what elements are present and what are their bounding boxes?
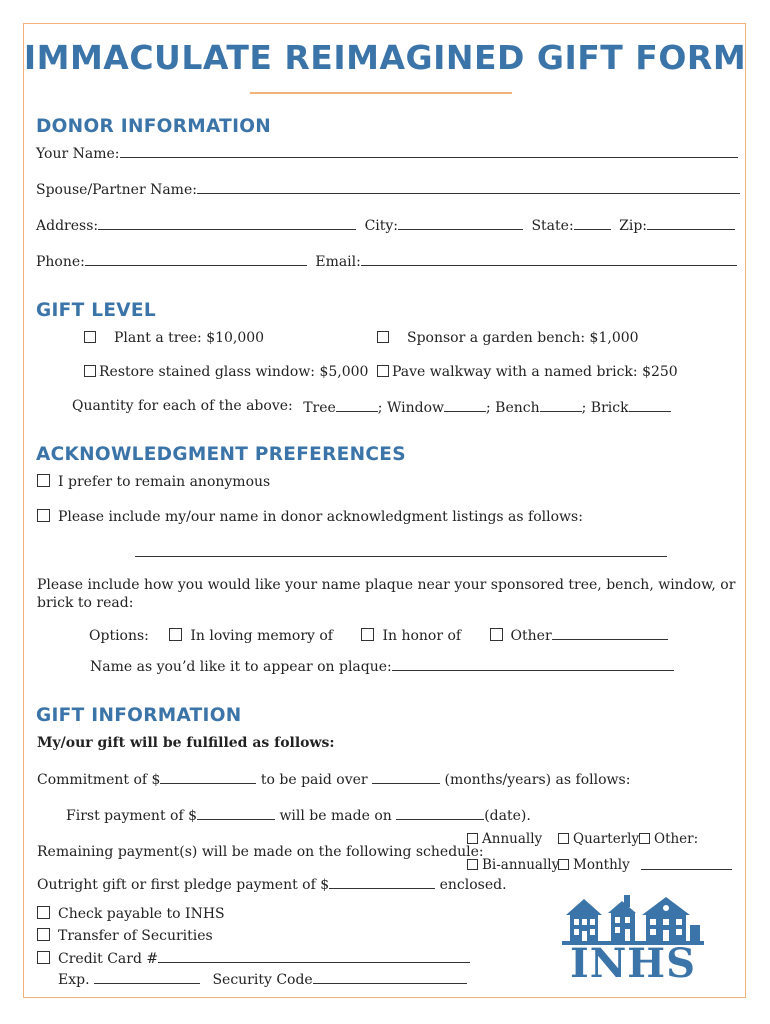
first-payment-date-field[interactable] bbox=[396, 807, 484, 820]
your-name-field[interactable] bbox=[120, 145, 738, 158]
listing-name-row bbox=[135, 544, 667, 561]
commitment-label: Commitment of $ bbox=[37, 772, 161, 788]
window-label: Restore stained glass window: $5,000 bbox=[99, 364, 369, 380]
quantity-window-field[interactable] bbox=[444, 399, 486, 412]
phone-label: Phone: bbox=[36, 254, 85, 270]
plaque-options-row bbox=[89, 627, 668, 644]
first-payment-on-label: will be made on bbox=[279, 808, 392, 824]
gift-option-tree bbox=[84, 330, 264, 346]
plaque-instructions-1: Please include how you would like your name plaque near your sponsored tree, bench, window, or bbox=[37, 577, 736, 593]
state-field[interactable] bbox=[574, 217, 611, 230]
remaining-label: Remaining payment(s) will be made on the following schedule: bbox=[37, 844, 484, 860]
first-payment-date-label: (date). bbox=[484, 808, 531, 824]
acknowledgment-heading: ACKNOWLEDGMENT PREFERENCES bbox=[36, 444, 406, 465]
schedule-other-checkbox[interactable] bbox=[639, 833, 650, 844]
gift-option-window bbox=[84, 364, 368, 380]
address-row bbox=[36, 217, 735, 234]
biannually-checkbox[interactable] bbox=[467, 859, 478, 870]
annually-label: Annually bbox=[482, 831, 543, 847]
credit-card-label: Credit Card # bbox=[58, 951, 159, 967]
securities-row bbox=[37, 928, 213, 944]
plaque-instructions-2: brick to read: bbox=[37, 595, 134, 611]
schedule-other bbox=[639, 831, 698, 847]
in-honor-checkbox[interactable] bbox=[361, 628, 374, 641]
check-label: Check payable to INHS bbox=[58, 906, 225, 922]
plaque-name-label: Name as you’d like it to appear on plaque: bbox=[90, 659, 392, 675]
quantity-window-label: ; Window bbox=[377, 400, 444, 416]
anonymous-row bbox=[37, 474, 270, 490]
phone-field[interactable] bbox=[85, 253, 307, 266]
expiry-row bbox=[58, 971, 467, 988]
first-payment-label: First payment of $ bbox=[66, 808, 197, 824]
title-divider bbox=[250, 92, 512, 94]
schedule-other-row bbox=[641, 857, 732, 874]
include-name-row bbox=[37, 509, 583, 525]
securities-label: Transfer of Securities bbox=[58, 928, 213, 944]
gift-option-brick bbox=[377, 364, 678, 380]
monthly-checkbox[interactable] bbox=[558, 859, 569, 870]
anonymous-checkbox[interactable] bbox=[37, 474, 50, 487]
schedule-biannually bbox=[467, 857, 559, 873]
commitment-term-label: (months/years) as follows: bbox=[444, 772, 631, 788]
spouse-row bbox=[36, 181, 740, 198]
include-name-label: Please include my/our name in donor acknowledgment listings as follows: bbox=[58, 509, 583, 525]
bench-checkbox[interactable] bbox=[377, 331, 389, 343]
listing-name-field[interactable] bbox=[135, 544, 667, 557]
outright-enclosed-label: enclosed. bbox=[439, 877, 507, 893]
plaque-name-row bbox=[90, 658, 674, 675]
options-label: Options: bbox=[89, 628, 149, 644]
quantity-tree-label: Tree bbox=[303, 400, 336, 416]
gift-option-bench bbox=[377, 330, 639, 346]
schedule-other-field[interactable] bbox=[641, 857, 732, 870]
other-label: Other bbox=[510, 628, 552, 644]
monthly-label: Monthly bbox=[573, 857, 630, 873]
schedule-monthly bbox=[558, 857, 630, 873]
other-checkbox[interactable] bbox=[490, 628, 503, 641]
quantity-tree-field[interactable] bbox=[336, 399, 378, 412]
anonymous-label: I prefer to remain anonymous bbox=[58, 474, 271, 490]
your-name-label: Your Name: bbox=[36, 146, 120, 162]
annually-checkbox[interactable] bbox=[467, 833, 478, 844]
credit-card-field[interactable] bbox=[158, 950, 470, 963]
include-name-checkbox[interactable] bbox=[37, 509, 50, 522]
quantity-bench-label: ; Bench bbox=[485, 400, 540, 416]
commitment-row bbox=[37, 771, 630, 788]
check-row bbox=[37, 906, 225, 922]
form-title: IMMACULATE REIMAGINED GIFT FORM bbox=[23, 38, 747, 77]
check-checkbox[interactable] bbox=[37, 906, 50, 919]
quantity-brick-label: ; Brick bbox=[581, 400, 629, 416]
brick-label: Pave walkway with a named brick: $250 bbox=[392, 364, 678, 380]
schedule-quarterly bbox=[558, 831, 639, 847]
zip-label: Zip: bbox=[619, 218, 648, 234]
gift-info-heading: GIFT INFORMATION bbox=[36, 705, 242, 726]
quarterly-label: Quarterly bbox=[573, 831, 640, 847]
spouse-field[interactable] bbox=[197, 181, 740, 194]
inhs-houses-logo bbox=[562, 893, 704, 945]
brick-checkbox[interactable] bbox=[377, 365, 389, 377]
city-label: City: bbox=[364, 218, 399, 234]
donor-heading: DONOR INFORMATION bbox=[36, 116, 272, 137]
city-field[interactable] bbox=[398, 217, 523, 230]
biannually-label: Bi-annually bbox=[482, 857, 560, 873]
email-field[interactable] bbox=[361, 253, 737, 266]
gift-level-heading: GIFT LEVEL bbox=[36, 300, 156, 321]
loving-memory-label: In loving memory of bbox=[190, 628, 333, 644]
address-label: Address: bbox=[36, 218, 99, 234]
exp-label: Exp. bbox=[58, 972, 90, 988]
first-payment-row bbox=[66, 807, 531, 824]
fulfilled-label: My/our gift will be fulfilled as follows: bbox=[37, 735, 335, 751]
first-payment-amount-field[interactable] bbox=[197, 807, 275, 820]
plaque-name-field[interactable] bbox=[392, 658, 674, 671]
inhs-logo-text: INHS bbox=[570, 940, 696, 987]
schedule-annually bbox=[467, 831, 542, 847]
quantity-label: Quantity for each of the above: bbox=[72, 398, 293, 414]
address-field[interactable] bbox=[98, 217, 356, 230]
outright-label: Outright gift or first pledge payment of $ bbox=[37, 877, 330, 893]
tree-checkbox[interactable] bbox=[84, 331, 96, 343]
credit-card-row bbox=[37, 950, 470, 967]
quantity-brick-field[interactable] bbox=[629, 399, 671, 412]
zip-field[interactable] bbox=[647, 217, 735, 230]
spouse-label: Spouse/Partner Name: bbox=[36, 182, 197, 198]
quarterly-checkbox[interactable] bbox=[558, 833, 569, 844]
exp-field[interactable] bbox=[94, 971, 200, 984]
other-field[interactable] bbox=[552, 627, 668, 640]
email-label: Email: bbox=[315, 254, 361, 270]
window-checkbox[interactable] bbox=[84, 365, 96, 377]
loving-memory-checkbox[interactable] bbox=[169, 628, 182, 641]
your-name-row bbox=[36, 145, 738, 162]
state-label: State: bbox=[531, 218, 574, 234]
quantity-row bbox=[72, 397, 671, 414]
tree-label: Plant a tree: $10,000 bbox=[114, 330, 265, 346]
credit-card-checkbox[interactable] bbox=[37, 951, 50, 964]
security-code-field[interactable] bbox=[313, 971, 467, 984]
bench-label: Sponsor a garden bench: $1,000 bbox=[407, 330, 639, 346]
commitment-term-field[interactable] bbox=[372, 771, 440, 784]
outright-row bbox=[37, 876, 507, 893]
commitment-paid-label: to be paid over bbox=[260, 772, 368, 788]
securities-checkbox[interactable] bbox=[37, 928, 50, 941]
phone-row bbox=[36, 253, 737, 270]
quantity-fields bbox=[303, 400, 670, 416]
quantity-bench-field[interactable] bbox=[540, 399, 582, 412]
commitment-amount-field[interactable] bbox=[160, 771, 256, 784]
outright-amount-field[interactable] bbox=[329, 876, 435, 889]
in-honor-label: In honor of bbox=[382, 628, 462, 644]
security-code-label: Security Code bbox=[212, 972, 313, 988]
schedule-other-label: Other: bbox=[654, 831, 699, 847]
